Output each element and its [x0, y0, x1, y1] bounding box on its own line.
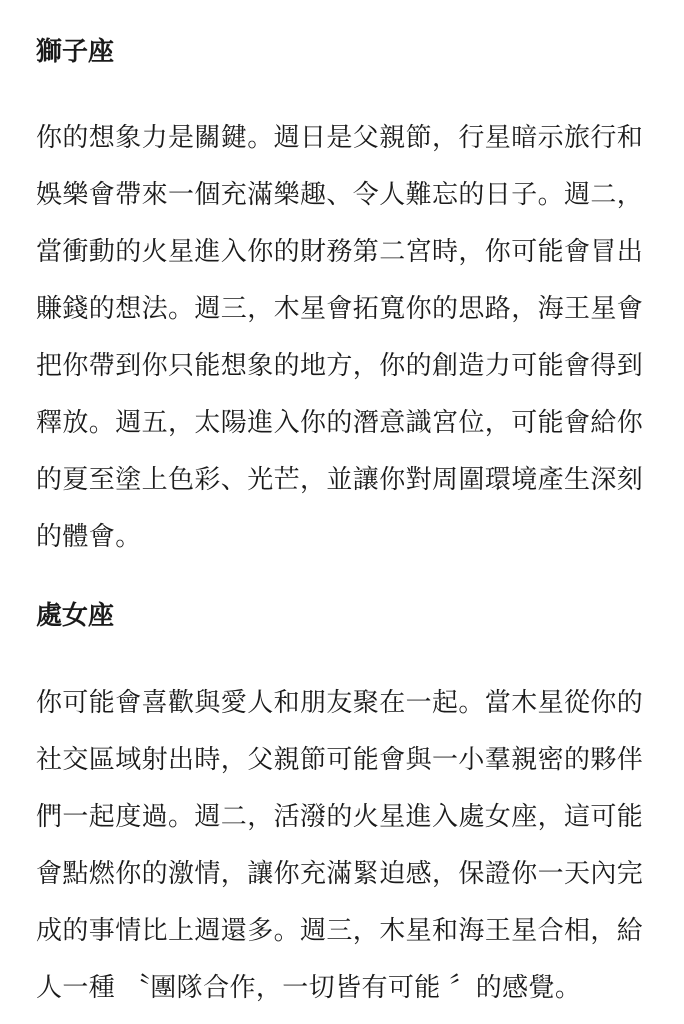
paragraph-line: 賺錢的想法。週三，木星會拓寬你的思路，海王星會: [36, 294, 644, 324]
paragraph-line: 你可能會喜歡與愛人和朋友聚在一起。當木星從你的: [36, 688, 644, 718]
paragraph-line: 把你帶到你只能想象的地方，你的創造力可能會得到: [36, 351, 644, 381]
paragraph-line: 的夏至塗上色彩、光芒，並讓你對周圍環境產生深刻: [36, 465, 644, 495]
paragraph-line: 成的事情比上週還多。週三，木星和海王星合相，給: [36, 916, 644, 946]
section-title-leo: 獅子座: [36, 37, 115, 67]
paragraph-line: 你的想象力是關鍵。週日是父親節，行星暗示旅行和: [36, 123, 644, 153]
paragraph-line: 會點燃你的激情，讓你充滿緊迫感，保證你一天內完: [36, 859, 644, 889]
paragraph-line: 釋放。週五，太陽進入你的潛意識宮位，可能會給你: [36, 408, 644, 438]
paragraph-line: 們一起度過。週二，活潑的火星進入處女座，這可能: [36, 802, 644, 832]
section-title-virgo: 處女座: [36, 601, 115, 631]
section-body-virgo: [36, 675, 652, 1017]
paragraph-line: 的體會。: [36, 522, 142, 552]
section-body-leo: [36, 110, 652, 566]
paragraph-line: 娛樂會帶來一個充滿樂趣、令人難忘的日子。週二，: [36, 180, 644, 210]
paragraph-line: 社交區域射出時，父親節可能會與一小羣親密的夥伴: [36, 745, 644, 775]
paragraph-line: 人一種 〝團隊合作，一切皆有可能 〞的感覺。: [36, 973, 582, 1003]
paragraph-line: 當衝動的火星進入你的財務第二宮時，你可能會冒出: [36, 237, 644, 267]
